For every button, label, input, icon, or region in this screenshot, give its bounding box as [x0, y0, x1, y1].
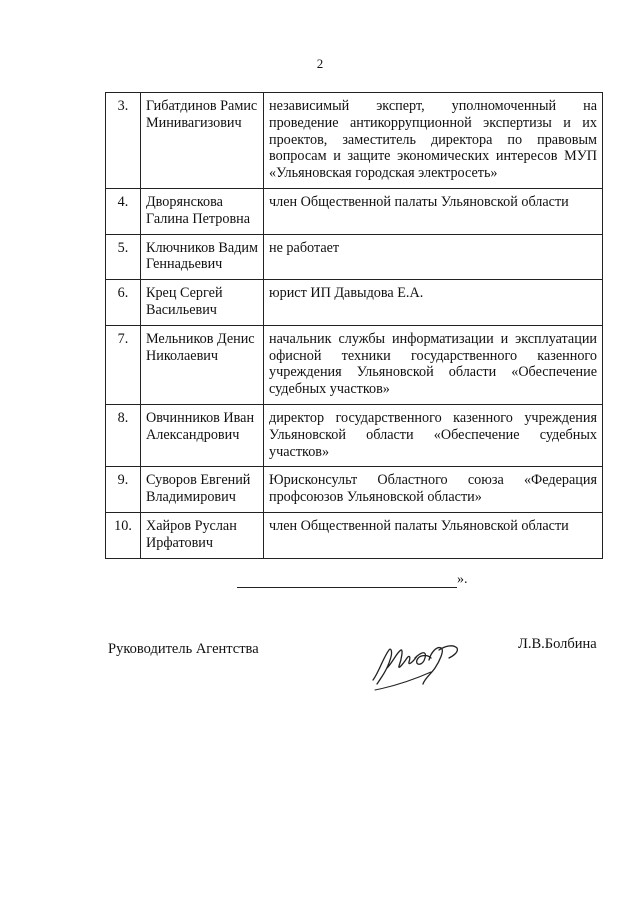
member-position-cell: член Общественной палаты Ульяновской области — [264, 188, 603, 234]
table-row — [106, 188, 603, 234]
member-name-cell: Овчинников Иван Александрович — [141, 404, 264, 466]
row-number-cell: 6. — [106, 280, 141, 326]
closing-line — [237, 572, 474, 588]
member-position-cell: не работает — [264, 234, 603, 280]
members-table — [105, 92, 603, 559]
member-position-cell: юрист ИП Давыдова Е.А. — [264, 280, 603, 326]
closing-mark: ». — [457, 572, 468, 587]
member-name-cell: Гибатдинов Рамис Минивагизович — [141, 93, 264, 189]
blank-underline — [237, 575, 457, 588]
member-position-cell: Юрисконсульт Областного союза «Федерация профсоюзов Ульяновской области» — [264, 467, 603, 513]
member-position-cell: член Общественной палаты Ульяновской области — [264, 512, 603, 558]
table-row — [106, 280, 603, 326]
row-number-cell: 8. — [106, 404, 141, 466]
member-name-cell: Крец Сергей Васильевич — [141, 280, 264, 326]
signer-name: Л.В.Болбина — [518, 636, 597, 652]
table-row — [106, 512, 603, 558]
row-number-cell: 10. — [106, 512, 141, 558]
row-number-cell: 9. — [106, 467, 141, 513]
row-number-cell: 5. — [106, 234, 141, 280]
page-number: 2 — [316, 56, 324, 71]
member-position-cell: независимый эксперт, уполномоченный на проведение антикоррупционной экспертизы и их проектов, заместитель директора по правовым вопросам и защите экономических интересов МУП «Ульяновская городская электросеть» — [264, 93, 603, 189]
table-row — [106, 93, 603, 189]
table-row — [106, 234, 603, 280]
signer-title: Руководитель Агентства — [108, 641, 259, 657]
member-name-cell: Ключников Вадим Геннадьевич — [141, 234, 264, 280]
member-position-cell: начальник службы информатизации и эксплуатации офисной техники государственного казенного учреждения Ульяновской области «Обеспечение судебных участков» — [264, 325, 603, 404]
member-name-cell: Мельников Денис Николаевич — [141, 325, 264, 404]
table-row — [106, 467, 603, 513]
row-number-cell: 7. — [106, 325, 141, 404]
member-position-cell: директор государственного казенного учреждения Ульяновской области «Обеспечение судебных участков» — [264, 404, 603, 466]
table-row — [106, 404, 603, 466]
row-number-cell: 3. — [106, 93, 141, 189]
row-number-cell: 4. — [106, 188, 141, 234]
table-row — [106, 325, 603, 404]
member-name-cell: Суворов Евгений Владимирович — [141, 467, 264, 513]
member-name-cell: Хайров Руслан Ирфатович — [141, 512, 264, 558]
handwritten-signature — [365, 628, 475, 698]
member-name-cell: Дворянскова Галина Петровна — [141, 188, 264, 234]
